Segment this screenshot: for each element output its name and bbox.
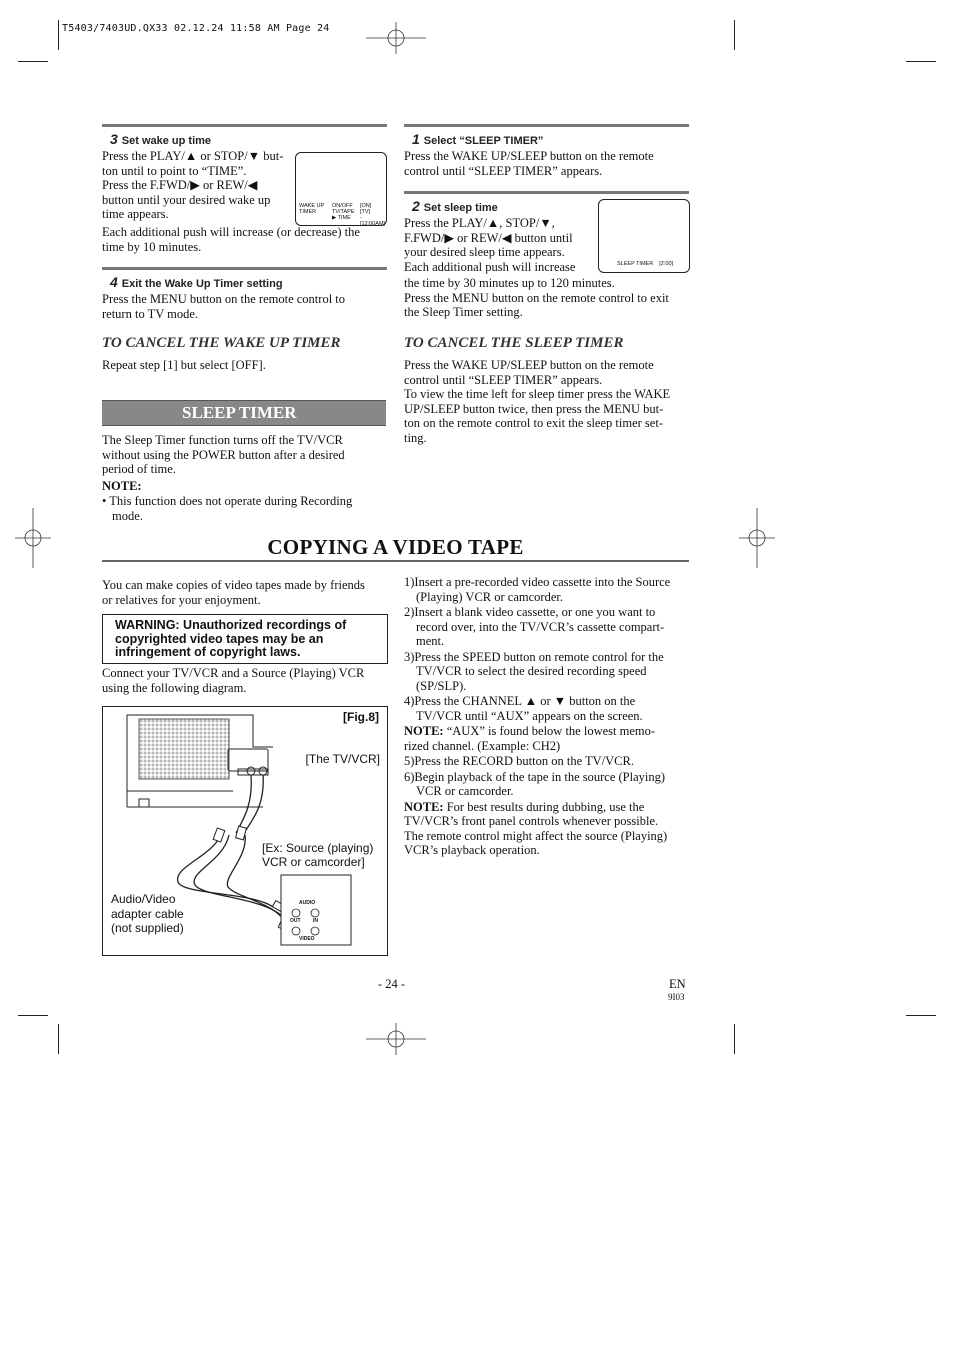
print-slug: T5403/7403UD.QX33 02.12.24 11:58 AM Page 24 (62, 23, 330, 34)
step1-rule (404, 124, 689, 127)
step1-heading: 1 Select “SLEEP TIMER” (412, 131, 544, 147)
cancel-sleep-text: Press the WAKE UP/SLEEP button on the remote control until “SLEEP TIMER” appears. To view the time left for sleep timer press the WAKE UP/SLEEP button twice, then press the MENU but- ton on the remote control to exit the sleep timer set- ting. (404, 358, 671, 445)
tv-vcr-label: [The TV/VCR] (305, 752, 380, 766)
sleep-timer-banner: SLEEP TIMER (102, 400, 386, 426)
copy-title: COPYING A VIDEO TAPE (267, 535, 524, 559)
step4-heading: 4 Exit the Wake Up Timer setting (110, 274, 283, 290)
jack-out-label: OUT (290, 918, 301, 924)
copy-intro: You can make copies of video tapes made by friends or relatives for your enjoyment. (102, 578, 365, 607)
fig-label: [Fig.8] (343, 710, 379, 724)
doc-code: 9I03 (668, 992, 685, 1002)
jack-in-label: IN (313, 918, 318, 924)
cancel-wake-heading: TO CANCEL THE WAKE UP TIMER (102, 335, 341, 351)
copy-steps: 1)Insert a pre-recorded video cassette into the Source (Playing) VCR or camcorder. 2)Insert a blank video cassette, or one you want to record over, into the TV/VCR’s cassette compart- ment. 3)Press the SPEED button on remote control for the TV/VCR to select the desired recording speed (SP/SLP). 4)Press the CHANNEL ▲ or ▼ button on the TV/VCR until “AUX” appears on the screen. NOTE: “AUX” is found below the lowest memo- rized channel. (Example: CH2) 5)Press the RECORD button on the TV/VCR. 6)Begin playback of the tape in the source (Playing) VCR or camcorder. NOTE: For best results during dubbing, use the TV/VCR’s front panel controls whenever possible. The remote control might affect the source (Playing) VCR’s playback operation. (404, 575, 671, 857)
language-code: EN (669, 977, 686, 991)
step2-rule (404, 191, 689, 194)
warning-box: WARNING: Unauthorized recordings of copyrighted video tapes may be an infringement of copyright laws. (102, 614, 388, 664)
step3-heading: 3 Set wake up time (110, 131, 212, 147)
step4-text: Press the MENU button on the remote control to return to TV mode. (102, 292, 346, 321)
sleep-intro: The Sleep Timer function turns off the TV/VCR without using the POWER button after a desired period of time. NOTE: • This function does not operate during Recording mode. (102, 433, 353, 523)
page-number: - 24 - (378, 977, 406, 991)
sleep-timer-osd-screen: SLEEP TIMER [2:00] (598, 199, 690, 273)
copy-connect: Connect your TV/VCR and a Source (Playing) VCR using the following diagram. (102, 666, 365, 695)
jack-audio-label: AUDIO (299, 900, 316, 906)
jack-video-label: VIDEO (299, 936, 315, 942)
step3-text: Press the PLAY/▲ or STOP/▼ but- ton until to point to “TIME”. Press the F.FWD/▶ or REW/◀ button until your desired wake up time appears. (102, 149, 284, 221)
copy-title-rule (102, 560, 689, 562)
step3-rule (102, 124, 387, 127)
step3-extra: Each additional push will increase (or decrease) the time by 10 minutes. (102, 225, 360, 254)
cancel-sleep-heading: TO CANCEL THE SLEEP TIMER (404, 335, 624, 351)
step2-text: Press the PLAY/▲, STOP/▼, F.FWD/▶ or REW/◀ button until your desired sleep time appears. Each additional push will increase (404, 216, 576, 274)
cancel-wake-text: Repeat step [1] but select [OFF]. (102, 358, 266, 372)
source-vcr-label: [Ex: Source (playing) VCR or camcorder] (262, 841, 374, 869)
step2-heading: 2 Set sleep time (412, 198, 498, 214)
step1-text: Press the WAKE UP/SLEEP button on the remote control until “SLEEP TIMER” appears. (404, 149, 654, 178)
step2-extra: the time by 30 minutes up to 120 minutes. Press the MENU button on the remote control to exit the Sleep Timer setting. (404, 276, 669, 319)
step4-rule (102, 267, 387, 270)
connection-diagram (102, 706, 388, 956)
wake-up-osd-screen: WAKE UP TIMER ON/OFF TV/TAPE ▶ TIME [ON] [TV] -[12:00AM] (295, 152, 387, 226)
cable-label: Audio/Video adapter cable (not supplied) (111, 892, 184, 935)
